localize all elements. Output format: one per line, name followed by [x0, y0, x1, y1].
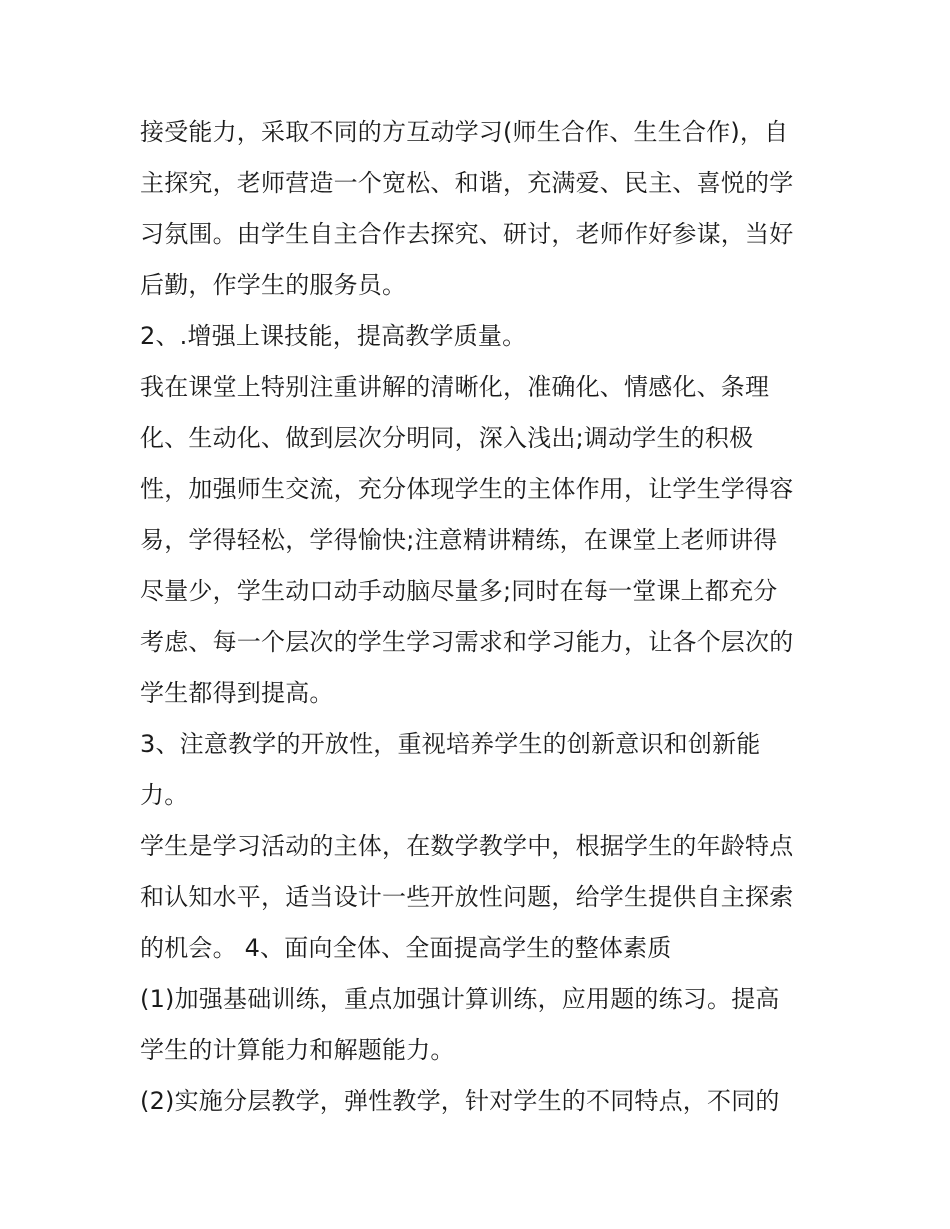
text-line: 的机会。 4、面向全体、全面提高学生的整体素质	[140, 934, 672, 962]
text-line: 主探究，老师营造一个宽松、和谐，充满爱、民主、喜悦的学	[140, 169, 794, 197]
text-line: 后勤，作学生的服务员。	[140, 271, 407, 299]
text-line: 力。	[140, 781, 189, 809]
text-line: 考虑、每一个层次的学生学习需求和学习能力，让各个层次的	[140, 628, 794, 656]
text-line: 和认知水平，适当设计一些开放性问题，给学生提供自主探索	[140, 883, 794, 911]
text-line: 我在课堂上特别注重讲解的清晰化，准确化、情感化、条理	[140, 373, 770, 401]
text-line: (1)加强基础训练，重点加强计算训练，应用题的练习。提高	[140, 985, 780, 1013]
text-line: 学生都得到提高。	[140, 679, 334, 707]
text-line: 性，加强师生交流，充分体现学生的主体作用，让学生学得容	[140, 475, 794, 503]
text-line: 学生的计算能力和解题能力。	[140, 1036, 455, 1064]
text-line: 易，学得轻松，学得愉快;注意精讲精练，在课堂上老师讲得	[140, 526, 778, 554]
text-line: 接受能力，采取不同的方互动学习(师生合作、生生合作)，自	[140, 118, 789, 146]
text-line: (2)实施分层教学，弹性教学，针对学生的不同特点，不同的	[140, 1087, 780, 1115]
text-line: 化、生动化、做到层次分明同，深入浅出;调动学生的积极	[140, 424, 754, 452]
text-line: 2、.增强上课技能，提高教学质量。	[140, 322, 527, 350]
document-body	[140, 107, 830, 1127]
text-line: 3、注意教学的开放性，重视培养学生的创新意识和创新能	[140, 730, 761, 758]
text-line: 习氛围。由学生自主合作去探究、研讨，老师作好参谋，当好	[140, 220, 794, 248]
text-line: 尽量少，学生动口动手动脑尽量多;同时在每一堂课上都充分	[140, 577, 778, 605]
text-line: 学生是学习活动的主体，在数学教学中，根据学生的年龄特点	[140, 832, 794, 860]
